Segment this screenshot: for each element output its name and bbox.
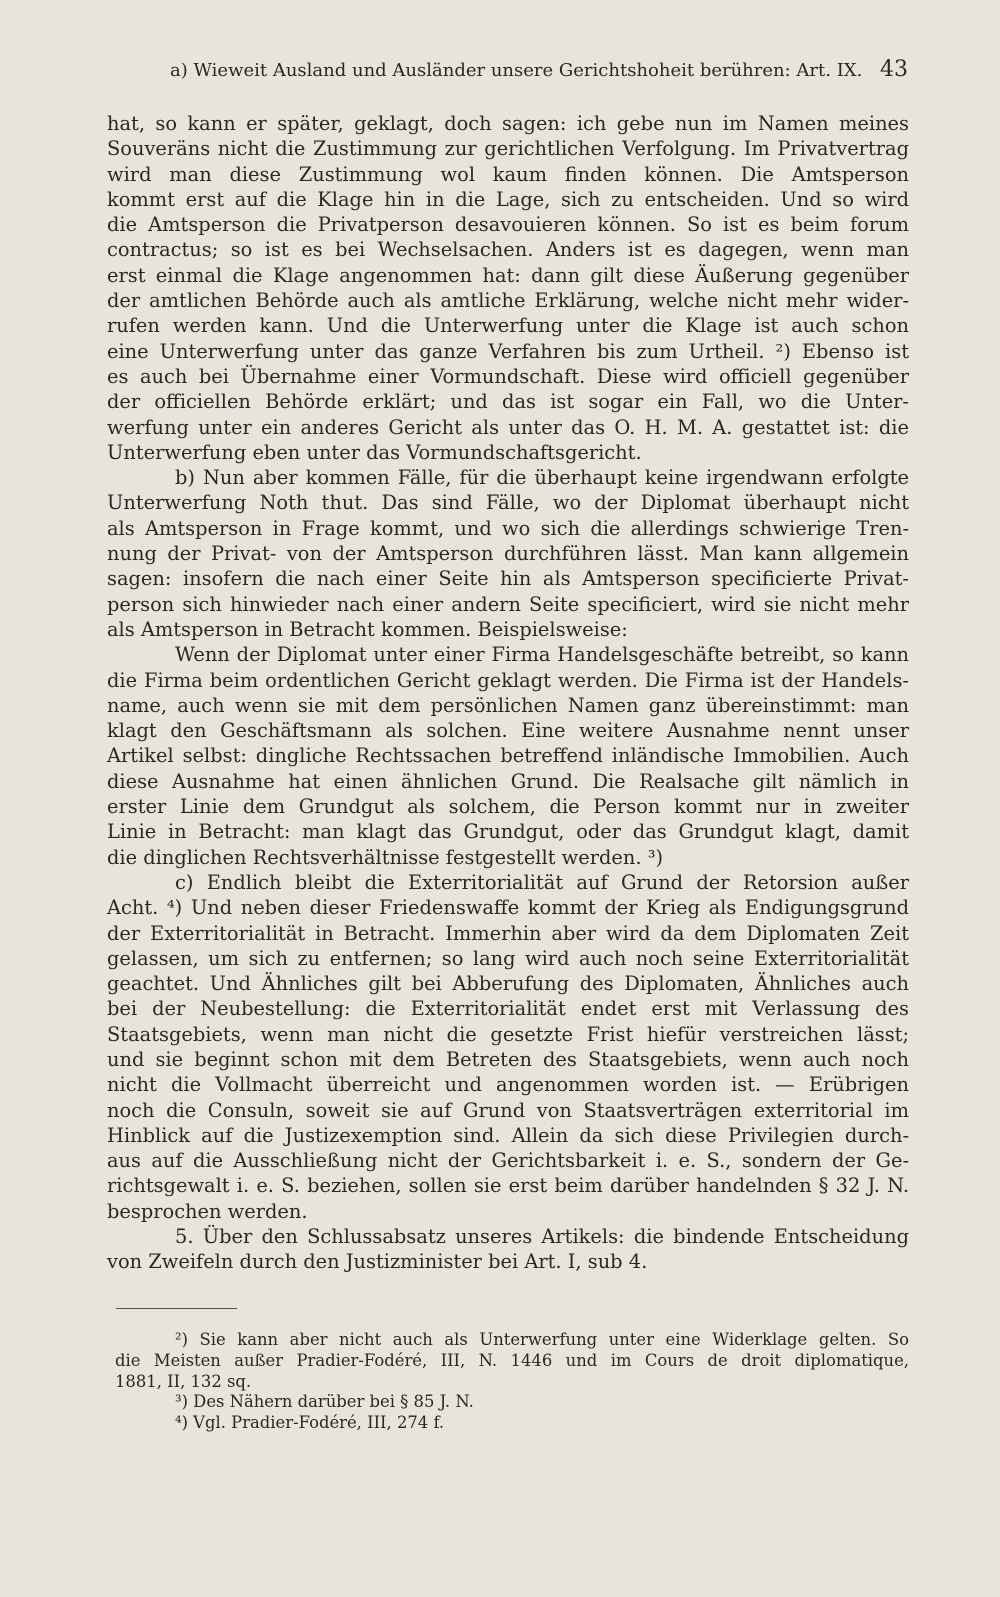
text-line: der officiellen Behörde erklärt; und das ist sogar ein Fall, wo die Unter- <box>107 390 909 414</box>
text-line: kommt erst auf die Klage hin in die Lage, sich zu entscheiden. Und so wird <box>107 187 909 211</box>
footnote-line: die Meisten außer Pradier-Fodéré, III, N. 1446 und im Cours de droit diplomatique, <box>115 1350 909 1370</box>
footnote-rule <box>116 1308 237 1309</box>
text-line: nung der Privat- von der Amtsperson durchführen lässt. Man kann allgemein <box>107 542 909 566</box>
text-line: geachtet. Und Ähnliches gilt bei Abberufung des Diplomaten, Ähnliches auch <box>107 972 909 996</box>
text-line: bei der Neubestellung: die Exterritorialität endet erst mit Verlassung des <box>107 997 909 1021</box>
body-text <box>107 111 909 1275</box>
running-title: a) Wieweit Ausland und Ausländer unsere Gerichtshoheit berühren: Art. IX. <box>170 60 863 81</box>
text-line: der Exterritorialität in Betracht. Immerhin aber wird da dem Diplomaten Zeit <box>107 921 909 945</box>
running-head <box>170 58 908 83</box>
text-line: nicht die Vollmacht überreicht und angenommen worden ist. — Erübrigen <box>107 1073 909 1097</box>
text-line: Staatsgebiets, wenn man nicht die gesetzte Frist hiefür verstreichen lässt; <box>107 1022 909 1046</box>
text-line: als Amtsperson in Betracht kommen. Beispielsweise: <box>107 617 628 641</box>
text-line: und sie beginnt schon mit dem Betreten des Staatsgebiets, wenn auch noch <box>107 1047 909 1071</box>
text-line: von Zweifeln durch den Justizminister bei Art. I, sub 4. <box>107 1250 648 1274</box>
text-line: Wenn der Diplomat unter einer Firma Handelsgeschäfte betreibt, so kann <box>175 643 909 667</box>
page-number: 43 <box>880 57 908 82</box>
text-line: aus auf die Ausschließung nicht der Gerichtsbarkeit i. e. S., sondern der Ge- <box>107 1149 909 1173</box>
footnote-line: ²) Sie kann aber nicht auch als Unterwerfung unter eine Widerklage gelten. So <box>175 1330 909 1349</box>
text-line: diese Ausnahme hat einen ähnlichen Grund. Die Realsache gilt nämlich in <box>107 769 909 793</box>
text-line: Souveräns nicht die Zustimmung zur gerichtlichen Verfolgung. Im Privatvertrag <box>107 137 909 161</box>
footnotes <box>115 1330 909 1434</box>
text-line: noch die Consuln, soweit sie auf Grund von Staatsverträgen exterritorial im <box>107 1098 909 1122</box>
text-line: Hinblick auf die Justizexemption sind. Allein da sich diese Privilegien durch- <box>107 1123 909 1147</box>
text-line: richtsgewalt i. e. S. beziehen, sollen sie erst beim darüber handelnden § 32 J. N. <box>107 1174 909 1198</box>
text-line: b) Nun aber kommen Fälle, für die überhaupt keine irgendwann erfolgte <box>175 466 909 490</box>
text-line: klagt den Geschäftsmann als solchen. Eine weitere Ausnahme nennt unser <box>107 719 909 743</box>
text-line: rufen werden kann. Und die Unterwerfung unter die Klage ist auch schon <box>107 314 909 338</box>
text-line: werfung unter ein anderes Gericht als unter das O. H. M. A. gestattet ist: die <box>107 415 909 439</box>
text-line: Unterwerfung eben unter das Vormundschaftsgericht. <box>107 440 642 464</box>
text-line: als Amtsperson in Frage kommt, und wo sich die allerdings schwierige Tren- <box>107 516 909 540</box>
text-line: hat, so kann er später, geklagt, doch sagen: ich gebe nun im Namen meines <box>107 112 909 135</box>
text-line: c) Endlich bleibt die Exterritorialität auf Grund der Retorsion außer <box>175 870 909 894</box>
text-line: der amtlichen Behörde auch als amtliche Erklärung, welche nicht mehr wider- <box>107 289 909 313</box>
text-line: gelassen, um sich zu entfernen; so lang wird auch noch seine Exterritorialität <box>107 946 909 970</box>
text-line: person sich hinwieder nach einer andern Seite specificiert, wird sie nicht mehr <box>107 592 909 616</box>
footnote-line: ³) Des Nähern darüber bei § 85 J. N. <box>175 1392 474 1412</box>
text-line: eine Unterwerfung unter das ganze Verfahren bis zum Urtheil. ²) Ebenso ist <box>107 339 909 363</box>
footnote-line: 1881, II, 132 sq. <box>115 1371 252 1391</box>
text-line: die dinglichen Rechtsverhältnisse festgestellt werden. ³) <box>107 845 664 869</box>
text-line: erst einmal die Klage angenommen hat: dann gilt diese Äußerung gegenüber <box>107 263 909 287</box>
text-line: erster Linie dem Grundgut als solchem, die Person kommt nur in zweiter <box>107 795 909 819</box>
text-line: wird man diese Zustimmung wol kaum finden können. Die Amtsperson <box>107 162 909 186</box>
text-line: Artikel selbst: dingliche Rechtssachen betreffend inländische Immobilien. Auch <box>107 744 909 768</box>
text-line: Acht. ⁴) Und neben dieser Friedenswaffe kommt der Krieg als Endigungsgrund <box>107 896 909 920</box>
text-line: sagen: insofern die nach einer Seite hin als Amtsperson specificierte Privat- <box>107 567 909 591</box>
text-line: name, auch wenn sie mit dem persönlichen Namen ganz übereinstimmt: man <box>107 693 909 717</box>
text-line: 5. Über den Schlussabsatz unseres Artikels: die bindende Entscheidung <box>175 1225 909 1249</box>
text-line: es auch bei Übernahme einer Vormundschaft. Diese wird officiell gegenüber <box>107 364 909 388</box>
text-line: contractus; so ist es bei Wechselsachen. Anders ist es dagegen, wenn man <box>107 238 909 262</box>
text-line: Linie in Betracht: man klagt das Grundgut, oder das Grundgut klagt, damit <box>107 820 909 844</box>
text-line: besprochen werden. <box>107 1199 308 1223</box>
footnote-line: ⁴) Vgl. Pradier-Fodéré, III, 274 f. <box>175 1413 445 1433</box>
text-line: Unterwerfung Noth thut. Das sind Fälle, wo der Diplomat überhaupt nicht <box>107 491 909 515</box>
text-line: die Amtsperson die Privatperson desavouieren können. So ist es beim forum <box>107 213 909 237</box>
text-line: die Firma beim ordentlichen Gericht geklagt werden. Die Firma ist der Handels- <box>107 668 909 692</box>
